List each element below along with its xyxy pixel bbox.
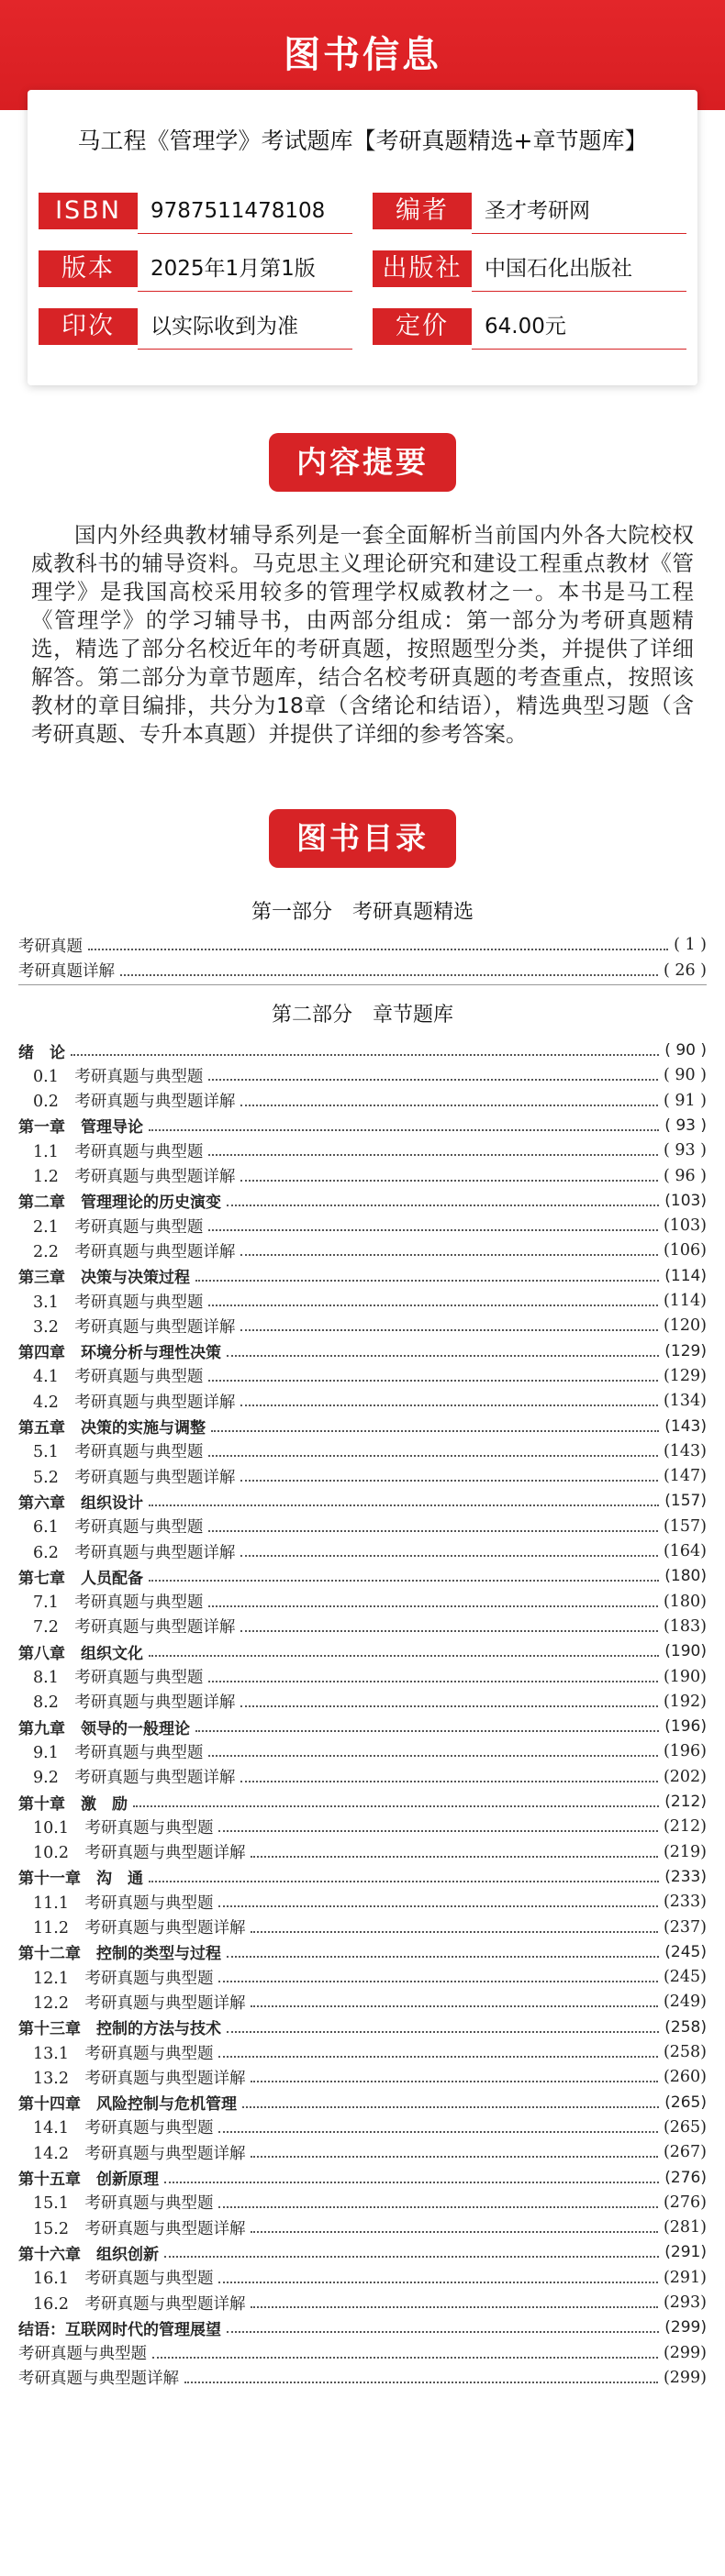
toc-entry-title: 考研真题与典型题 xyxy=(18,2345,147,2364)
isbn-label: ISBN xyxy=(39,193,138,229)
toc-chapter-row xyxy=(18,1940,707,1964)
toc-entry-title: 2.2 考研真题与典型题详解 xyxy=(33,1242,236,1261)
toc-entry-title: 第六章 组织设计 xyxy=(18,1493,143,1513)
toc-entry-title: 考研真题与典型题详解 xyxy=(18,2370,179,2389)
toc-row xyxy=(18,1238,707,1262)
toc-entry-title: 第十二章 控制的类型与过程 xyxy=(18,1945,221,1964)
edition-field xyxy=(39,250,352,293)
toc-entry-title: 13.2 考研真题与典型题详解 xyxy=(33,2069,246,2088)
toc-row xyxy=(18,1138,707,1162)
toc-row xyxy=(18,1815,707,1838)
toc-page-number: (114) xyxy=(664,1266,707,1285)
toc-entry-title: 4.1 考研真题与典型题 xyxy=(33,1368,204,1387)
toc-row xyxy=(18,2140,707,2164)
toc-row xyxy=(18,2040,707,2064)
edition-label: 版本 xyxy=(39,250,138,287)
dot-leader xyxy=(208,1679,658,1682)
divider xyxy=(138,291,352,292)
dot-leader xyxy=(211,1428,659,1432)
dot-leader xyxy=(218,1979,657,1982)
dot-leader xyxy=(149,1653,659,1657)
toc-entry-title: 第四章 环境分析与理性决策 xyxy=(18,1344,221,1363)
dot-leader xyxy=(208,1378,658,1382)
dot-leader xyxy=(218,2204,657,2208)
toc-page-number: ( 91 ) xyxy=(663,1091,707,1110)
toc-entry-title: 考研真题详解 xyxy=(18,962,115,981)
isbn-field xyxy=(39,193,352,235)
publisher-label: 出版社 xyxy=(373,250,472,287)
toc-row xyxy=(18,1089,707,1113)
price-field xyxy=(373,308,686,350)
dot-leader xyxy=(208,1303,658,1306)
toc-page-number: ( 93 ) xyxy=(664,1116,707,1135)
dot-leader xyxy=(240,1553,658,1557)
divider xyxy=(18,984,707,985)
editor-field xyxy=(373,193,686,235)
toc-entry-title: 0.2 考研真题与典型题详解 xyxy=(33,1093,236,1112)
toc-page-number: (260) xyxy=(663,2068,707,2087)
toc-page-number: (299) xyxy=(663,2343,707,2362)
dot-leader xyxy=(152,2355,658,2359)
toc-page-number: (212) xyxy=(664,1793,707,1811)
toc-entry-title: 1.1 考研真题与典型题 xyxy=(33,1142,204,1161)
toc-page-number: (265) xyxy=(663,2117,707,2137)
toc-entry-title: 7.1 考研真题与典型题 xyxy=(33,1593,204,1613)
toc-chapter-row xyxy=(18,1264,707,1288)
toc-entry-title: 第十章 激 励 xyxy=(18,1794,128,1814)
dot-leader xyxy=(208,1604,658,1607)
dot-leader xyxy=(195,1728,659,1732)
toc-page-number: (258) xyxy=(664,2017,707,2037)
toc-page-number: (276) xyxy=(664,2168,707,2187)
toc-row xyxy=(18,933,707,957)
toc-page-number: (196) xyxy=(663,1742,707,1761)
toc-entry-title: 8.1 考研真题与典型题 xyxy=(33,1669,204,1687)
toc-entry-title: 12.1 考研真题与典型题 xyxy=(33,1969,214,1988)
toc-page-number: (120) xyxy=(663,1316,707,1336)
toc-row xyxy=(18,1739,707,1763)
dot-leader xyxy=(240,1779,658,1782)
dot-leader xyxy=(240,1252,658,1256)
toc-page-number: (212) xyxy=(663,1817,707,1837)
toc-chapter-row xyxy=(18,1865,707,1889)
toc-chapter-row xyxy=(18,1415,707,1438)
dot-leader xyxy=(240,1628,658,1632)
editor-value: 圣才考研网 xyxy=(485,199,590,223)
divider xyxy=(472,291,686,292)
dot-leader xyxy=(195,1278,659,1282)
toc-row xyxy=(18,1314,707,1338)
toc-row xyxy=(18,1063,707,1087)
dot-leader xyxy=(240,1103,658,1106)
toc-entry-title: 0.1 考研真题与典型题 xyxy=(33,1067,204,1086)
toc-row xyxy=(18,1890,707,1914)
toc-page-number: (245) xyxy=(663,1968,707,1987)
dot-leader xyxy=(251,2304,657,2308)
toc-page-number: (143) xyxy=(663,1441,707,1460)
toc-chapter-row xyxy=(18,1715,707,1738)
toc-chapter-row xyxy=(18,2166,707,2190)
dot-leader xyxy=(251,2079,657,2082)
dot-leader xyxy=(208,1753,658,1757)
toc-chapter-row xyxy=(18,1038,707,1062)
toc-row xyxy=(18,2291,707,2315)
toc-entry-title: 16.2 考研真题与典型题详解 xyxy=(33,2294,246,2314)
toc-page-number: (237) xyxy=(663,1917,707,1937)
dot-leader xyxy=(227,2029,659,2033)
toc-page-number: (249) xyxy=(663,1993,707,2012)
toc-page-number: (233) xyxy=(664,1867,707,1886)
toc-page-number: (147) xyxy=(663,1467,707,1486)
toc-row xyxy=(18,1439,707,1463)
price-label: 定价 xyxy=(373,308,472,345)
toc-chapter-row xyxy=(18,1339,707,1363)
toc-row xyxy=(18,2341,707,2365)
toc-row xyxy=(18,959,707,983)
toc-entry-title: 7.2 考研真题与典型题详解 xyxy=(33,1618,236,1638)
toc-chapter-row xyxy=(18,1189,707,1213)
edition-value: 2025年1月第1版 xyxy=(151,257,316,281)
toc-page-number: (233) xyxy=(663,1893,707,1912)
toc-row xyxy=(18,1840,707,1864)
toc-entry-title: 第七章 人员配备 xyxy=(18,1569,143,1588)
dot-leader xyxy=(133,1804,659,1807)
toc-page-number: (190) xyxy=(664,1642,707,1661)
toc-entry-title: 13.1 考研真题与典型题 xyxy=(33,2044,214,2063)
isbn-value: 9787511478108 xyxy=(151,199,326,223)
toc-heading: 图书目录 xyxy=(269,809,456,868)
toc-page-number: (129) xyxy=(664,1341,707,1360)
toc-row xyxy=(18,2191,707,2215)
toc-row xyxy=(18,1615,707,1638)
dot-leader xyxy=(164,2180,659,2183)
toc-entry-title: 第十五章 创新原理 xyxy=(18,2171,159,2189)
toc-row xyxy=(18,1539,707,1563)
toc-entry-title: 5.2 考研真题与典型题详解 xyxy=(33,1468,236,1487)
dot-leader xyxy=(88,947,668,950)
toc-page-number: (134) xyxy=(663,1392,707,1411)
toc-chapter-row xyxy=(18,2091,707,2115)
toc-entry-title: 第十一章 沟 通 xyxy=(18,1870,143,1889)
toc-page-number: ( 90 ) xyxy=(664,1041,707,1060)
toc-page-number: (106) xyxy=(663,1241,707,1260)
toc-entry-title: 9.1 考研真题与典型题 xyxy=(33,1743,204,1762)
toc-page-number: (267) xyxy=(663,2143,707,2162)
toc-chapter-row xyxy=(18,1790,707,1814)
printing-value: 以实际收到为准 xyxy=(151,315,298,339)
toc-entry-title: 14.2 考研真题与典型题详解 xyxy=(33,2144,246,2163)
toc-page-number: ( 26 ) xyxy=(663,960,707,980)
dot-leader xyxy=(240,1704,658,1707)
toc-page-number: (157) xyxy=(664,1492,707,1511)
dot-leader xyxy=(208,1528,658,1532)
toc-page-number: (157) xyxy=(663,1516,707,1536)
toc-entry-title: 8.2 考研真题与典型题详解 xyxy=(33,1693,236,1713)
toc-entry-title: 第八章 组织文化 xyxy=(18,1644,143,1663)
toc-entry-title: 结语：互联网时代的管理展望 xyxy=(18,2320,221,2339)
dot-leader xyxy=(184,2380,658,2383)
toc-entry-title: 6.1 考研真题与典型题 xyxy=(33,1518,204,1538)
divider xyxy=(138,349,352,350)
toc-row xyxy=(18,1690,707,1714)
dot-leader xyxy=(227,1203,659,1206)
toc-row xyxy=(18,1990,707,2014)
toc-entry-title: 第十六章 组织创新 xyxy=(18,2245,159,2264)
toc-entry-title: 11.2 考研真题与典型题详解 xyxy=(33,1919,246,1938)
toc-entry-title: 9.2 考研真题与典型题详解 xyxy=(33,1769,236,1788)
dot-leader xyxy=(218,2129,657,2133)
toc-chapter-row xyxy=(18,1489,707,1513)
dot-leader xyxy=(218,1904,657,1907)
toc-row xyxy=(18,2065,707,2089)
toc-page-number: (164) xyxy=(663,1542,707,1560)
divider xyxy=(472,233,686,234)
dot-leader xyxy=(149,1879,659,1882)
book-info-card xyxy=(28,90,697,385)
toc-chapter-row xyxy=(18,1639,707,1663)
summary-text: 国内外经典教材辅导系列是一套全面解析当前国内外各大院校权威教科书的辅导资料。马克思主义理论研究和建设工程重点教材《管理学》是我国高校采用较多的管理学权威教材之一。本书是马工程《管理学》的学习辅导书，由两部分组成：第一部分为考研真题精选，精选了部分名校近年的考研真题，按照题型分类，并提供了详细解答。第二部分为章节题库，结合名校考研真题的考查重点，按照该教材的章目编排，共分为18章（含绪论和结语），精选典型习题（含考研真题、专升本真题）并提供了详细的参考答案。 xyxy=(31,522,694,747)
header-title: 图书信息 xyxy=(284,34,441,76)
toc-entry-title: 第九章 领导的一般理论 xyxy=(18,1719,190,1738)
toc-page-number: (196) xyxy=(664,1717,707,1737)
dot-leader xyxy=(240,1327,658,1331)
part2-title: 第二部分 章节题库 xyxy=(271,1004,453,1027)
toc-entry-title: 10.2 考研真题与典型题详解 xyxy=(33,1844,246,1863)
dot-leader xyxy=(218,2054,657,2058)
toc-entry-title: 考研真题 xyxy=(18,937,83,956)
dot-leader xyxy=(251,1929,657,1933)
toc-entry-title: 第二章 管理理论的历史演变 xyxy=(18,1194,221,1213)
dot-leader xyxy=(251,2004,657,2007)
toc-page-number: (219) xyxy=(663,1842,707,1861)
dot-leader xyxy=(208,1227,658,1231)
dot-leader xyxy=(251,1854,657,1858)
toc-page-number: (299) xyxy=(664,2318,707,2337)
toc-page-number: (180) xyxy=(663,1592,707,1611)
toc-entry-title: 11.1 考研真题与典型题 xyxy=(33,1893,214,1913)
publisher-field xyxy=(373,250,686,293)
toc-row xyxy=(18,2215,707,2239)
toc-page-number: (180) xyxy=(664,1567,707,1586)
book-title: 马工程《管理学》考试题库【考研真题精选+章节题库】 xyxy=(77,128,648,154)
dot-leader xyxy=(120,972,658,976)
toc-entry-title: 第一章 管理导论 xyxy=(18,1118,143,1138)
toc-row xyxy=(18,1214,707,1238)
toc-entry-title: 3.2 考研真题与典型题详解 xyxy=(33,1317,236,1337)
toc-page-number: (183) xyxy=(663,1616,707,1636)
divider xyxy=(138,233,352,234)
toc-chapter-row xyxy=(18,2315,707,2339)
toc-page-number: (291) xyxy=(664,2243,707,2262)
toc-entry-title: 第十四章 风险控制与危机管理 xyxy=(18,2095,237,2115)
toc-row xyxy=(18,1515,707,1538)
toc-entry-title: 2.1 考研真题与典型题 xyxy=(33,1217,204,1237)
toc-page-number: (276) xyxy=(663,2193,707,2212)
dot-leader xyxy=(208,1077,658,1081)
dot-leader xyxy=(251,2229,657,2233)
dot-leader xyxy=(227,2329,659,2333)
toc-page-number: (192) xyxy=(663,1692,707,1711)
toc-page-number: (202) xyxy=(663,1767,707,1786)
price-value: 64.00元 xyxy=(485,315,566,339)
dot-leader xyxy=(218,1828,657,1832)
toc-page-number: (103) xyxy=(663,1216,707,1236)
toc-row xyxy=(18,1289,707,1313)
dot-leader xyxy=(149,1127,659,1131)
toc-page-number: (143) xyxy=(664,1416,707,1436)
dot-leader xyxy=(71,1052,659,1056)
toc-row xyxy=(18,1915,707,1939)
toc-row xyxy=(18,1590,707,1614)
toc-entry-title: 4.2 考研真题与典型题详解 xyxy=(33,1393,236,1412)
divider xyxy=(472,349,686,350)
toc-entry-title: 第三章 决策与决策过程 xyxy=(18,1269,190,1288)
printing-label: 印次 xyxy=(39,308,138,345)
toc-page-number: ( 90 ) xyxy=(663,1066,707,1085)
toc-entry-title: 15.2 考研真题与典型题详解 xyxy=(33,2219,246,2238)
toc-row xyxy=(18,2366,707,2390)
toc-page-number: (245) xyxy=(664,1942,707,1961)
toc-entry-title: 16.1 考研真题与典型题 xyxy=(33,2270,214,2289)
toc-page-number: ( 96 ) xyxy=(663,1166,707,1185)
toc-entry-title: 15.1 考研真题与典型题 xyxy=(33,2194,214,2214)
toc-page-number: ( 1 ) xyxy=(674,936,707,954)
dot-leader xyxy=(208,1152,658,1156)
toc-chapter-row xyxy=(18,2015,707,2039)
dot-leader xyxy=(208,1453,658,1457)
toc-page-number: (281) xyxy=(663,2218,707,2237)
publisher-value: 中国石化出版社 xyxy=(485,257,632,281)
toc-page-number: (258) xyxy=(663,2043,707,2061)
toc-entry-title: 第十三章 控制的方法与技术 xyxy=(18,2020,221,2039)
toc-entry-title: 绪 论 xyxy=(18,1043,65,1062)
dot-leader xyxy=(251,2154,657,2158)
toc-entry-title: 3.1 考研真题与典型题 xyxy=(33,1293,204,1312)
toc-row xyxy=(18,1364,707,1388)
toc-page-number: (129) xyxy=(663,1366,707,1385)
toc-entry-title: 1.2 考研真题与典型题详解 xyxy=(33,1168,236,1186)
toc-entry-title: 第五章 决策的实施与调整 xyxy=(18,1419,206,1438)
toc-entry-title: 6.2 考研真题与典型题详解 xyxy=(33,1543,236,1562)
dot-leader xyxy=(164,2254,659,2258)
toc-page-number: (190) xyxy=(663,1667,707,1686)
toc-page-number: (265) xyxy=(664,2093,707,2112)
dot-leader xyxy=(227,1353,659,1357)
editor-label: 编者 xyxy=(373,193,472,229)
toc-row xyxy=(18,1464,707,1488)
dot-leader xyxy=(149,1578,659,1582)
printing-field xyxy=(39,308,352,350)
toc-chapter-row xyxy=(18,1114,707,1138)
toc-row xyxy=(18,1965,707,1989)
toc-page-number: ( 93 ) xyxy=(663,1141,707,1160)
toc-chapter-row xyxy=(18,2240,707,2264)
dot-leader xyxy=(240,1403,658,1406)
dot-leader xyxy=(242,2104,659,2108)
toc-row xyxy=(18,1665,707,1689)
toc-page-number: (291) xyxy=(663,2268,707,2287)
dot-leader xyxy=(149,1503,659,1506)
toc-page-number: (103) xyxy=(664,1191,707,1210)
dot-leader xyxy=(240,1178,658,1182)
toc-row xyxy=(18,1389,707,1413)
toc-row xyxy=(18,2115,707,2139)
toc-entry-title: 14.1 考研真题与典型题 xyxy=(33,2119,214,2138)
toc-row xyxy=(18,1765,707,1789)
toc-page-number: (114) xyxy=(663,1292,707,1310)
toc-page-number: (299) xyxy=(663,2368,707,2387)
toc-entry-title: 5.1 考研真题与典型题 xyxy=(33,1443,204,1462)
toc-page-number: (293) xyxy=(663,2293,707,2312)
part1-title: 第一部分 考研真题精选 xyxy=(251,901,474,924)
toc-entry-title: 12.2 考研真题与典型题详解 xyxy=(33,1993,246,2013)
toc-row xyxy=(18,1164,707,1188)
toc-entry-title: 10.1 考研真题与典型题 xyxy=(33,1818,214,1838)
toc-row xyxy=(18,2266,707,2290)
dot-leader xyxy=(240,1478,658,1482)
dot-leader xyxy=(227,1954,659,1958)
dot-leader xyxy=(218,2280,657,2283)
summary-heading: 内容提要 xyxy=(269,433,456,492)
toc-chapter-row xyxy=(18,1564,707,1588)
